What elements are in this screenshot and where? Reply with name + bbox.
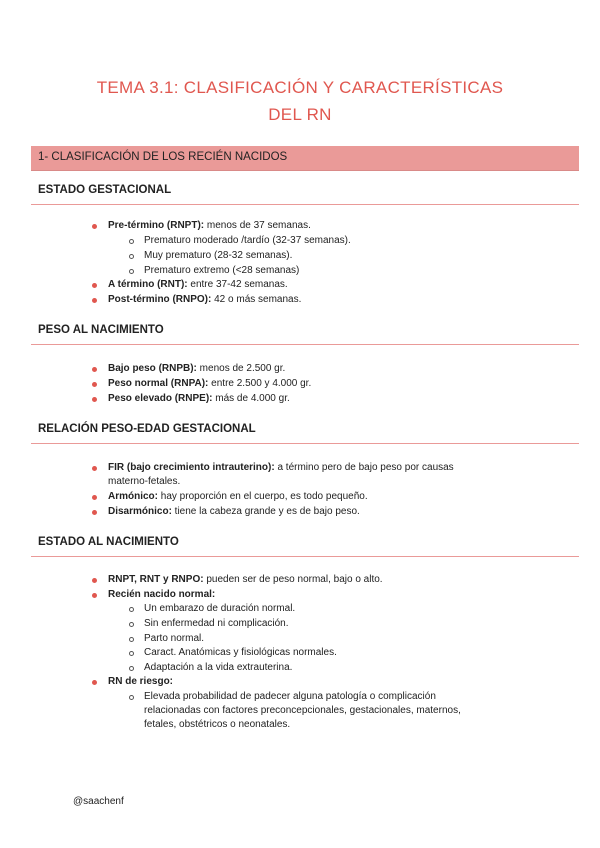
- item-label: Disarmónico:: [108, 506, 172, 517]
- item-text: entre 37-42 semanas.: [187, 279, 288, 290]
- sub-item: Sin enfermedad ni complicación.: [144, 618, 289, 629]
- sub-item: Parto normal.: [144, 633, 205, 644]
- bullet-icon: [92, 593, 97, 598]
- item-label: Pre-término (RNPT):: [108, 220, 205, 231]
- item-label: FIR (bajo crecimiento intrauterino):: [108, 462, 275, 473]
- sub-item-line: relacionadas con factores preconcepcionales, gestacionales, maternos,: [144, 705, 461, 716]
- item-label: Recién nacido normal:: [108, 589, 216, 600]
- list-item-rn-riesgo: [108, 675, 173, 689]
- item-text: menos de 2.500 gr.: [196, 363, 286, 374]
- list-item-armonico: [108, 490, 368, 504]
- sub-item-line: fetales, obstétricos o neonatales.: [144, 719, 291, 730]
- sub-item: Caract. Anatómicas y fisiológicas normales.: [144, 647, 337, 658]
- circle-bullet-icon: [129, 269, 134, 274]
- sub-item: Prematuro moderado /tardío (32-37 semanas).: [144, 235, 351, 246]
- sub-item: Un embarazo de duración normal.: [144, 603, 296, 614]
- list-item: [108, 377, 311, 391]
- section-header: [31, 146, 579, 171]
- item-text: menos de 37 semanas.: [204, 220, 311, 231]
- list-item: [108, 362, 285, 376]
- bullet-icon: [92, 466, 97, 471]
- list-item-fir: [108, 461, 454, 475]
- bullet-icon: [92, 224, 97, 229]
- circle-bullet-icon: [129, 239, 134, 244]
- bullet-icon: [92, 367, 97, 372]
- subheading-label: PESO AL NACIMIENTO: [38, 324, 164, 336]
- circle-bullet-icon: [129, 607, 134, 612]
- item-label: Peso normal (RNPA):: [108, 378, 209, 389]
- sub-item: Adaptación a la vida extrauterina.: [144, 662, 293, 673]
- bullet-icon: [92, 680, 97, 685]
- sub-item: Muy prematuro (28-32 semanas).: [144, 250, 293, 261]
- item-text: 42 o más semanas.: [211, 294, 302, 305]
- subheading-label: ESTADO GESTACIONAL: [38, 184, 172, 196]
- bullet-icon: [92, 382, 97, 387]
- item-label: A término (RNT):: [108, 279, 188, 290]
- page-title-line-1: TEMA 3.1: CLASIFICACIÓN Y CARACTERÍSTICAS: [96, 78, 504, 97]
- sub-item-line: Elevada probabilidad de padecer alguna patología o complicación: [144, 691, 436, 702]
- list-item-rnpt: [108, 573, 383, 587]
- bullet-icon: [92, 298, 97, 303]
- item-label: Peso elevado (RNPE):: [108, 393, 213, 404]
- subheading-estado-nacimiento: [31, 532, 579, 557]
- item-label: Bajo peso (RNPB):: [108, 363, 197, 374]
- list-item-posttermino: [108, 293, 301, 307]
- circle-bullet-icon: [129, 254, 134, 259]
- circle-bullet-icon: [129, 695, 134, 700]
- circle-bullet-icon: [129, 651, 134, 656]
- subheading-label: ESTADO AL NACIMIENTO: [38, 536, 179, 548]
- bullet-icon: [92, 283, 97, 288]
- item-text: más de 4.000 gr.: [212, 393, 290, 404]
- circle-bullet-icon: [129, 637, 134, 642]
- list-item-pretermino: [108, 219, 311, 233]
- subheading-estado-gestacional: [31, 180, 579, 205]
- subheading-relacion: [31, 419, 579, 444]
- author-handle: @saachenf: [73, 796, 124, 807]
- sub-item: Prematuro extremo (<28 semanas): [144, 265, 300, 276]
- item-text: pueden ser de peso normal, bajo o alto.: [203, 574, 383, 585]
- item-label: RN de riesgo:: [108, 676, 174, 687]
- item-text: tiene la cabeza grande y es de bajo peso.: [171, 506, 360, 517]
- subheading-label: RELACIÓN PESO-EDAD GESTACIONAL: [38, 423, 256, 435]
- section-header-label: 1- CLASIFICACIÓN DE LOS RECIÉN NACIDOS: [38, 151, 288, 163]
- item-label: Post-término (RNPO):: [108, 294, 212, 305]
- page-title-line-2: DEL RN: [268, 105, 332, 124]
- subheading-peso: [31, 320, 579, 345]
- list-item-termino: [108, 278, 288, 292]
- list-item-fir-continuation: materno-fetales.: [108, 476, 181, 487]
- list-item-disarmonico: [108, 505, 360, 519]
- item-text: a término pero de bajo peso por causas: [274, 462, 454, 473]
- item-text: hay proporción en el cuerpo, es todo pequeño.: [158, 491, 368, 502]
- item-text: entre 2.500 y 4.000 gr.: [208, 378, 312, 389]
- list-item: [108, 392, 290, 406]
- list-item-rn-normal: [108, 588, 215, 602]
- bullet-icon: [92, 495, 97, 500]
- item-label: RNPT, RNT y RNPO:: [108, 574, 204, 585]
- bullet-icon: [92, 578, 97, 583]
- item-label: Armónico:: [108, 491, 158, 502]
- bullet-icon: [92, 510, 97, 515]
- circle-bullet-icon: [129, 666, 134, 671]
- bullet-icon: [92, 397, 97, 402]
- circle-bullet-icon: [129, 622, 134, 627]
